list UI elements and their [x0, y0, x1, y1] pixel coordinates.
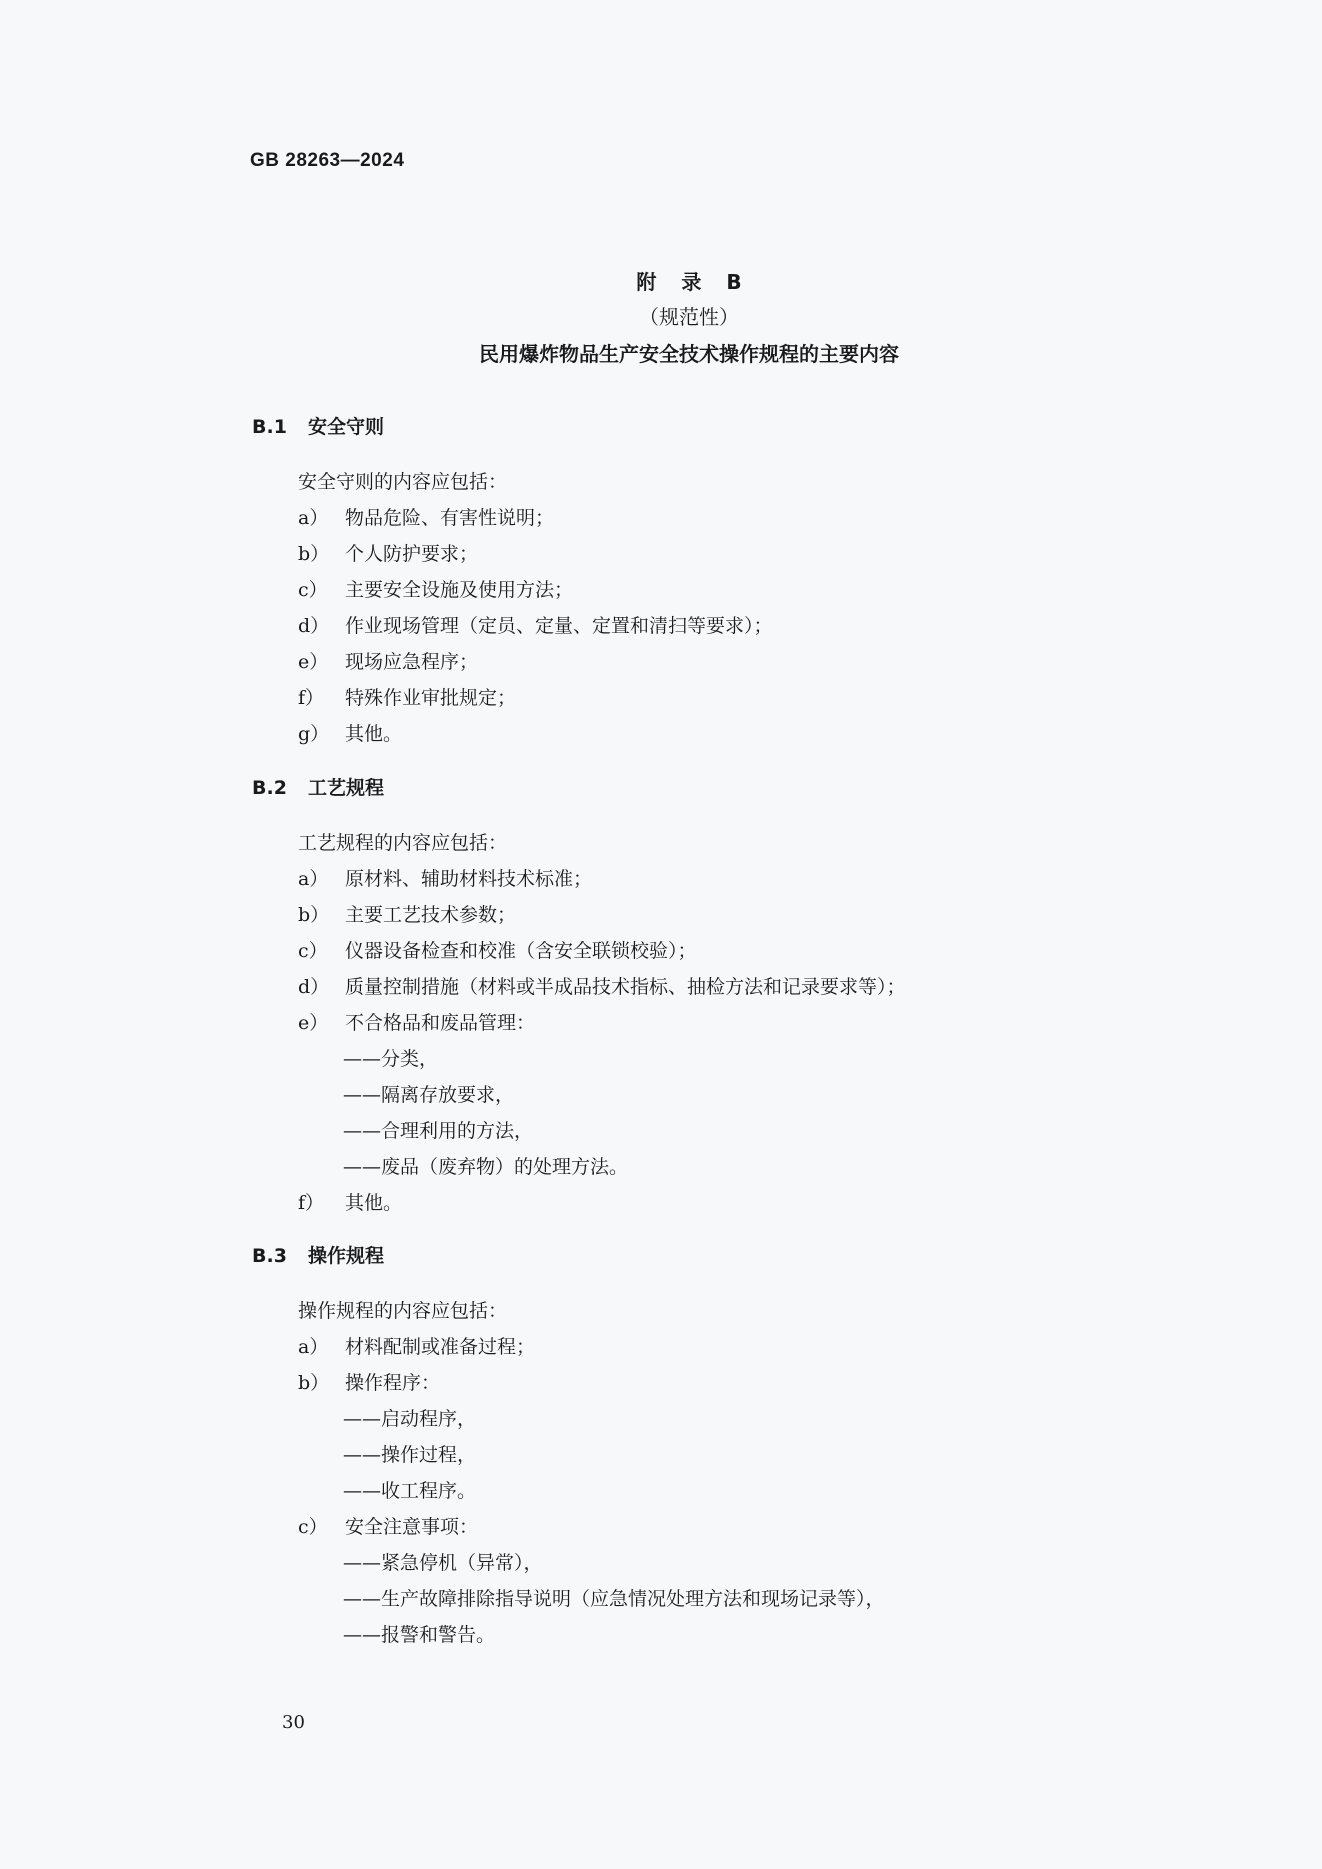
- list-marker: e）: [298, 651, 329, 673]
- section-heading-b3: [252, 1241, 384, 1268]
- list-text: 其他。: [345, 723, 403, 745]
- dash-item: ——启动程序，: [343, 1408, 477, 1430]
- list-text: 不合格品和废品管理：: [345, 1012, 536, 1034]
- list-marker: e）: [298, 1012, 329, 1034]
- list-item: [298, 611, 773, 638]
- dash-item: ——合理利用的方法，: [343, 1120, 534, 1142]
- list-text: 特殊作业审批规定；: [345, 687, 517, 709]
- section-heading-b2: [252, 773, 384, 800]
- section-intro: 操作规程的内容应包括：: [298, 1300, 508, 1322]
- list-item: [298, 1332, 535, 1359]
- list-item: [298, 864, 592, 891]
- list-text: 物品危险、有害性说明；: [345, 507, 555, 529]
- list-text: 其他。: [345, 1192, 403, 1214]
- list-marker: f）: [298, 687, 325, 709]
- list-item: [298, 972, 906, 999]
- page-number: 30: [282, 1712, 305, 1733]
- list-marker: a）: [298, 1336, 329, 1358]
- dash-item: ——操作过程，: [343, 1444, 477, 1466]
- list-item: [298, 900, 516, 927]
- list-item: [298, 1512, 478, 1539]
- list-item: [298, 683, 516, 710]
- list-marker: b）: [298, 1372, 330, 1394]
- list-item: [298, 719, 402, 746]
- dash-item: ——分类，: [343, 1048, 439, 1070]
- list-item: [298, 647, 478, 674]
- list-text: 材料配制或准备过程；: [345, 1336, 536, 1358]
- standard-code: GB 28263—2024: [250, 150, 405, 171]
- list-marker: d）: [298, 615, 330, 637]
- list-item: [298, 539, 478, 566]
- list-marker: b）: [298, 904, 330, 926]
- dash-item: ——收工程序。: [343, 1480, 477, 1502]
- section-intro: 工艺规程的内容应包括：: [298, 832, 508, 854]
- dash-item: ——报警和警告。: [343, 1624, 496, 1646]
- section-intro: 安全守则的内容应包括：: [298, 471, 508, 493]
- list-marker: c）: [298, 1516, 328, 1538]
- list-marker: c）: [298, 579, 328, 601]
- dash-item: ——生产故障排除指导说明（应急情况处理方法和现场记录等），: [343, 1588, 885, 1610]
- section-number: B.1: [252, 416, 287, 438]
- list-text: 作业现场管理（定员、定量、定置和清扫等要求）；: [345, 615, 773, 637]
- list-item: [298, 1368, 440, 1395]
- list-item: [298, 503, 554, 530]
- section-title: 工艺规程: [308, 777, 385, 799]
- list-marker: a）: [298, 868, 329, 890]
- dash-item: ——隔离存放要求，: [343, 1084, 515, 1106]
- list-item: [298, 575, 573, 602]
- list-marker: g）: [298, 723, 330, 745]
- list-text: 现场应急程序；: [345, 651, 479, 673]
- list-item: [298, 1188, 402, 1215]
- section-number: B.3: [252, 1245, 287, 1267]
- annex-nature: （规范性）: [639, 305, 739, 329]
- list-text: 原材料、辅助材料技术标准；: [345, 868, 593, 890]
- list-text: 主要工艺技术参数；: [345, 904, 517, 926]
- section-title: 操作规程: [308, 1245, 385, 1267]
- list-text: 安全注意事项：: [345, 1516, 479, 1538]
- list-marker: b）: [298, 543, 330, 565]
- section-title: 安全守则: [308, 416, 385, 438]
- list-item: [298, 1008, 535, 1035]
- list-marker: c）: [298, 940, 328, 962]
- list-text: 质量控制措施（材料或半成品技术指标、抽检方法和记录要求等）；: [345, 976, 906, 998]
- dash-item: ——紧急停机（异常），: [343, 1552, 543, 1574]
- annex-title: 附 录 B: [636, 270, 742, 294]
- section-heading-b1: [252, 412, 384, 439]
- dash-item: ——废品（废弃物）的处理方法。: [343, 1156, 629, 1178]
- list-text: 个人防护要求；: [345, 543, 479, 565]
- list-text: 主要安全设施及使用方法；: [345, 579, 574, 601]
- list-item: [298, 936, 697, 963]
- list-text: 操作程序：: [345, 1372, 441, 1394]
- annex-name: 民用爆炸物品生产安全技术操作规程的主要内容: [479, 342, 899, 366]
- section-number: B.2: [252, 777, 287, 799]
- list-marker: d）: [298, 976, 330, 998]
- list-text: 仪器设备检查和校准（含安全联锁校验）；: [345, 940, 697, 962]
- list-marker: f）: [298, 1192, 325, 1214]
- list-marker: a）: [298, 507, 329, 529]
